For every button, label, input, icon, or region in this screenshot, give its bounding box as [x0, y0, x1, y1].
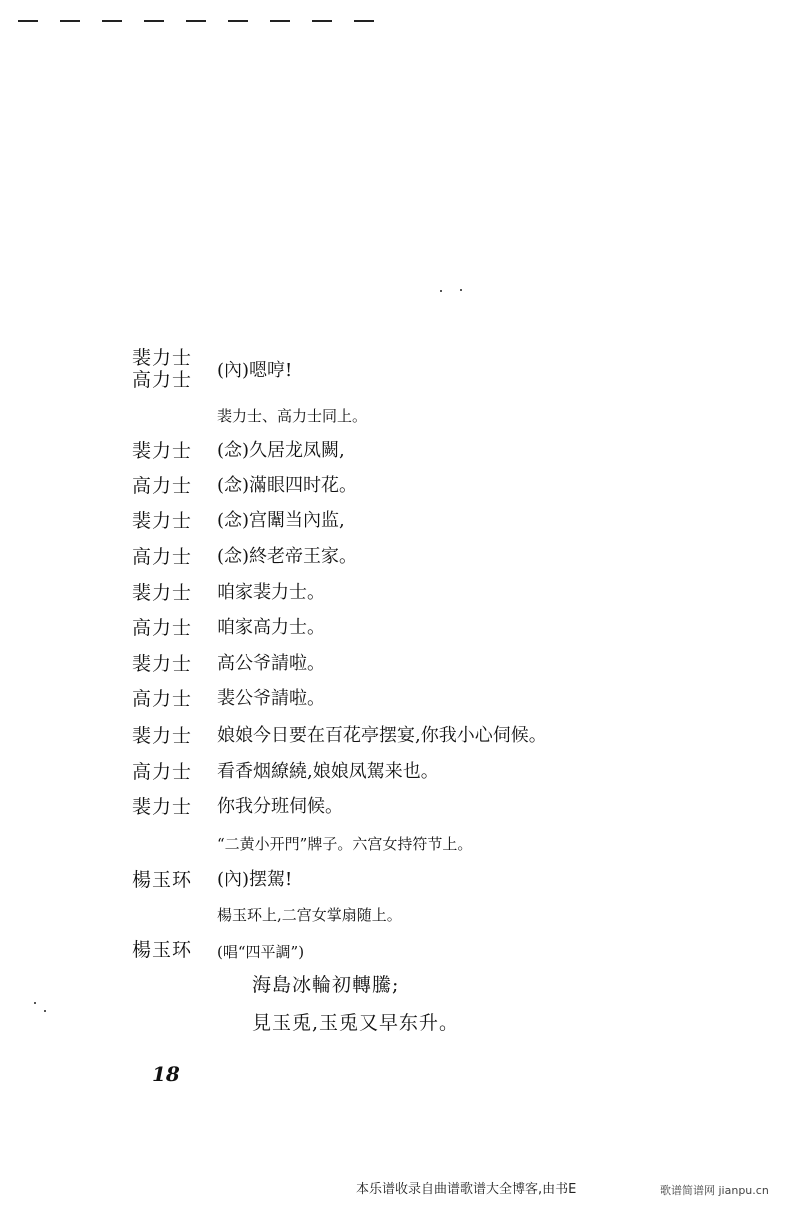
- dialogue-line: (念)終老帝王家。: [217, 546, 358, 567]
- speaker-name: 高力士: [132, 688, 193, 710]
- dialogue-line: (內)嗯哼!: [217, 360, 293, 381]
- scan-speck: [440, 290, 442, 292]
- dialogue-line: 咱家高力士。: [217, 617, 325, 638]
- top-dash-rule: [18, 18, 388, 24]
- speaker-name: 裴力士: [132, 796, 193, 818]
- dialogue-line: (念)宫闈当內监,: [217, 510, 345, 531]
- speaker-name: 高力士: [132, 761, 193, 783]
- dialogue-line: 娘娘今日要在百花亭摆宴,你我小心伺候。: [217, 725, 547, 746]
- footer-note: 本乐谱收录自曲谱歌谱大全博客,由书E: [356, 1182, 577, 1197]
- stage-direction: 楊玉环上,二宫女掌扇随上。: [217, 906, 402, 924]
- dialogue-line: 裴公爷請啦。: [217, 688, 325, 709]
- dialogue-line: (內)摆駕!: [217, 869, 293, 890]
- speaker-name: 裴力士: [132, 440, 193, 462]
- speaker-name: 楊玉环: [132, 869, 193, 891]
- page-number: 18: [152, 1062, 180, 1086]
- lyric-line: 見玉兎,玉兎又早东升。: [252, 1012, 460, 1034]
- speaker-name: 高力士: [132, 369, 193, 391]
- dialogue-line: 你我分班伺候。: [217, 796, 343, 817]
- dialogue-line: (唱“四平調”): [217, 943, 305, 961]
- speaker-name: 裴力士: [132, 725, 193, 747]
- speaker-name: 高力士: [132, 546, 193, 568]
- dialogue-line: 看香烟繚繞,娘娘凤駕来也。: [217, 761, 439, 782]
- stage-direction: 裴力士、高力士同上。: [217, 407, 368, 425]
- speaker-name: 裴力士: [132, 582, 193, 604]
- scan-speck: [460, 289, 462, 291]
- dialogue-line: (念)久居龙凤闕,: [217, 440, 345, 461]
- scan-speck: [34, 1002, 36, 1004]
- speaker-name: 裴力士: [132, 347, 193, 369]
- lyric-line: 海島冰輪初轉騰;: [252, 974, 400, 996]
- speaker-name: 楊玉环: [132, 939, 193, 961]
- speaker-name: 裴力士: [132, 510, 193, 532]
- speaker-name: 裴力士: [132, 653, 193, 675]
- speaker-name: 高力士: [132, 475, 193, 497]
- dialogue-line: 咱家裴力士。: [217, 582, 325, 603]
- scan-speck: [44, 1010, 46, 1012]
- dialogue-line: (念)滿眼四时花。: [217, 475, 358, 496]
- dialogue-line: 高公爷請啦。: [217, 653, 325, 674]
- stage-direction: “二黄小开門”牌子。六宫女持符节上。: [217, 835, 473, 853]
- speaker-name: 高力士: [132, 617, 193, 639]
- footer-site: 歌谱简谱网 jianpu.cn: [660, 1184, 769, 1197]
